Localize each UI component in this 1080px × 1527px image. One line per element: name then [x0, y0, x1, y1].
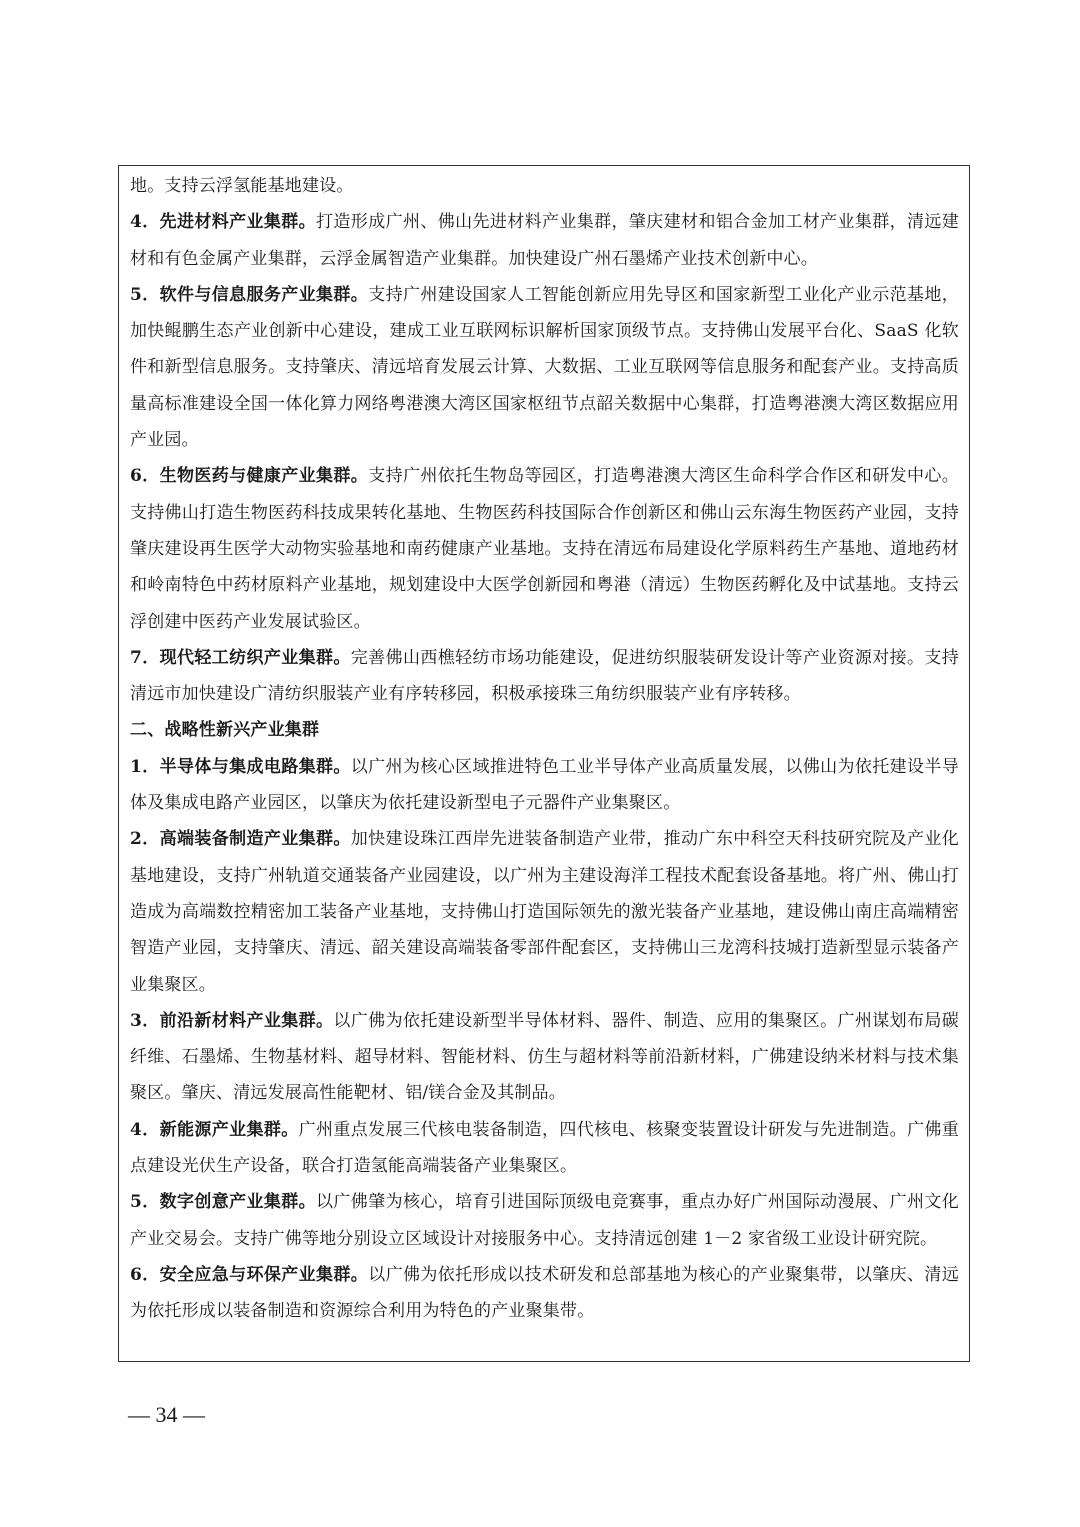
section-heading-strategic-emerging: 二、战略性新兴产业集群 [130, 720, 320, 741]
content-table-cell [118, 165, 970, 1362]
paragraph-light-industry-textile: 7．现代轻工纺织产业集群。完善佛山西樵轻纺市场功能建设，促进纺织服装研发设计等产业资源对接。支持清远市加快建设广清纺织服装产业有序转移园，积极承接珠三角纺织服装产业有序转移。 [130, 647, 959, 705]
page-number: — 34 — [128, 1402, 205, 1427]
paragraph-safety-environment: 6．安全应急与环保产业集群。以广佛为依托形成以技术研发和总部基地为核心的产业聚集带，以肇庆、清远为依托形成以装备制造和资源综合利用为特色的产业聚集带。 [130, 1264, 959, 1322]
paragraph-semiconductor: 1．半导体与集成电路集群。以广州为核心区域推进特色工业半导体产业高质量发展，以佛山为依托建设半导体及集成电路产业园区，以肇庆为依托建设新型电子元器件产业集聚区。 [130, 756, 959, 814]
paragraph-frontier-materials: 3．前沿新材料产业集群。以广佛为依托建设新型半导体材料、器件、制造、应用的集聚区。广州谋划布局碳纤维、石墨烯、生物基材料、超导材料、智能材料、仿生与超材料等前沿新材料，广佛建设纳米材料与技术集聚区。肇庆、清远发展高性能靶材、铝/镁合金及其制品。 [130, 1010, 959, 1104]
paragraph-biomedicine-health: 6．生物医药与健康产业集群。支持广州依托生物岛等园区，打造粤港澳大湾区生命科学合作区和研发中心。支持佛山打造生物医药科技成果转化基地、生物医药科技国际合作创新区和佛山云东海生物医药产业园，支持肇庆建设再生医学大动物实验基地和南药健康产业基地。支持在清远布局建设化学原料药生产基地、道地药材和岭南特色中药材原料产业基地，规划建设中大医学创新园和粤港（清远）生物医药孵化及中试基地。支持云浮创建中医药产业发展试验区。 [130, 466, 959, 632]
paragraph-new-energy: 4．新能源产业集群。广州重点发展三代核电装备制造，四代核电、核聚变装置设计研发与先进制造。广佛重点建设光伏生产设备，联合打造氢能高端装备产业集聚区。 [130, 1119, 959, 1177]
paragraph-advanced-materials: 4．先进材料产业集群。打造形成广州、佛山先进材料产业集群，肇庆建材和铝合金加工材产业集群，清远建材和有色金属产业集群，云浮金属智造产业集群。加快建设广州石墨烯产业技术创新中心。 [130, 212, 960, 269]
paragraph-software-info-services: 5．软件与信息服务产业集群。支持广州建设国家人工智能创新应用先导区和国家新型工业化产业示范基地，加快鲲鹏生态产业创新中心建设，建成工业互联网标识解析国家顶级节点。支持佛山发展平台化、SaaS 化软件和新型信息服务。支持肇庆、清远培育发展云计算、大数据、工业互联网等信息服务和配套产业。支持高质量高标准建设全国一体化算力网络粤港澳大湾区国家枢纽节点韶关数据中心集群，打造粤港澳大湾区数据应用产业园。 [130, 284, 959, 451]
paragraph-digital-creative: 5．数字创意产业集群。以广佛肇为核心，培育引进国际顶级电竞赛事，重点办好广州国际动漫展、广州文化产业交易会。支持广佛等地分别设立区域设计对接服务中心。支持清远创建 1－2 家省级工业设计研究院。 [130, 1192, 960, 1249]
paragraph-high-end-equipment: 2．高端装备制造产业集群。加快建设珠江西岸先进装备制造产业带，推动广东中科空天科技研究院及产业化基地建设，支持广州轨道交通装备产业园建设，以广州为主建设海洋工程技术配套设备基地。将广州、佛山打造成为高端数控精密加工装备产业基地，支持佛山打造国际领先的激光装备产业基地，建设佛山南庄高端精密智造产业园，支持肇庆、清远、韶关建设高端装备零部件配套区，支持佛山三龙湾科技城打造新型显示装备产业集聚区。 [130, 829, 959, 995]
paragraph-0: 地。支持云浮氢能基地建设。 [130, 176, 354, 196]
